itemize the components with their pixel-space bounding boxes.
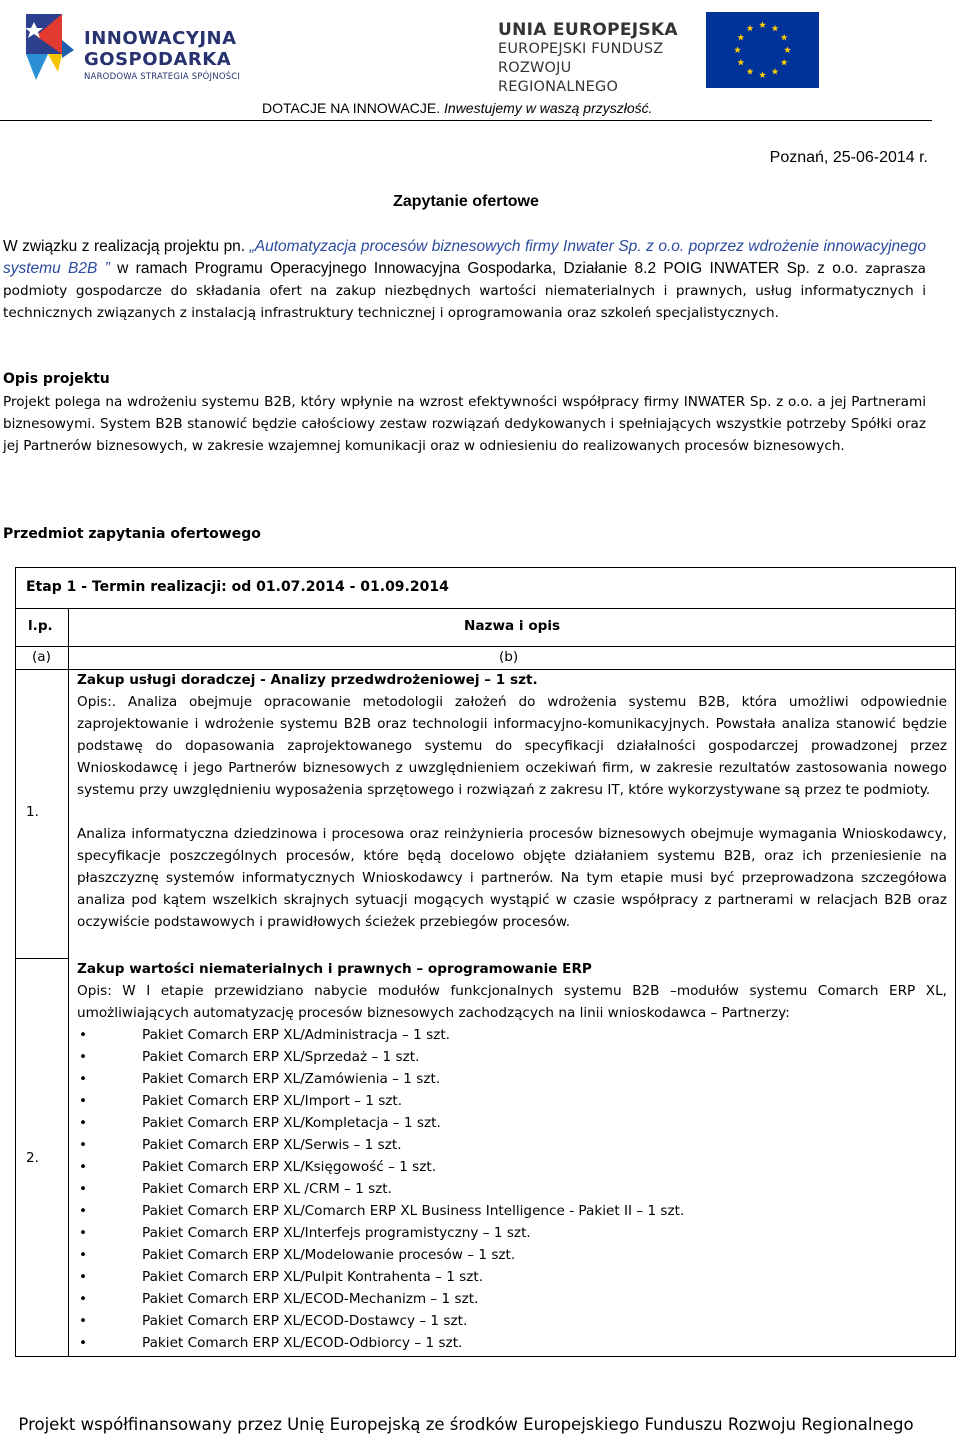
offer-table <box>15 567 956 1357</box>
row1-title: Zakup usługi doradczej - Analizy przedwdrożeniowej – 1 szt. <box>77 672 538 688</box>
row1-body <box>77 669 947 933</box>
column-divider <box>68 608 69 1356</box>
erp-module-item: • Pakiet Comarch ERP XL/ECOD-Mechanizm – 1 szt. <box>77 1288 947 1310</box>
header-divider <box>0 120 932 121</box>
header-name: Nazwa i opis <box>464 618 561 634</box>
erp-module-item: • Pakiet Comarch ERP XL/Serwis – 1 szt. <box>77 1134 947 1156</box>
erp-module-item: • Pakiet Comarch ERP XL/Księgowość – 1 szt. <box>77 1156 947 1178</box>
erp-module-item: • Pakiet Comarch ERP XL/Sprzedaż – 1 szt. <box>77 1046 947 1068</box>
erp-module-item: • Pakiet Comarch ERP XL /CRM – 1 szt. <box>77 1178 947 1200</box>
intro-part3: zaprasza podmioty gospodarcze do składania ofert na zakup niezbędnych wartości niematerialnych i prawnych, usług informatycznych i technicznych związanych z instalacją infrastruktury technicznej i oprogramowania oraz szkoleń specjalistycznych. <box>3 261 926 321</box>
opis-text: Projekt polega na wdrożeniu systemu B2B, który wpłynie na wzrost efektywności współpracy firmy INWATER Sp. z o.o. a jej Partnerami biznesowymi. System B2B stanowić będzie całościowy zestaw rozwiązań dedykowanych i spełniających wszystkie potrzeby Spółki oraz jej Partnerów biznesowych, w zakresie wzajemnej komunikacji oraz w odniesieniu do realizowanych procesów biznesowych. <box>3 394 926 454</box>
ig-logo-line3: NARODOWA STRATEGIA SPÓJNOŚCI <box>84 72 241 82</box>
tagline-italic: Inwestujemy w waszą przyszłość. <box>444 100 653 116</box>
subheader-a: (a) <box>32 649 51 665</box>
intro-project-name: „Automatyzacja procesów biznesowych firmy Inwater Sp. z o.o. poprzez wdrożenie innowacyjnego systemu B2B ” <box>3 238 926 277</box>
tagline-prefix: DOTACJE NA INNOWACJE. <box>262 100 441 116</box>
ue-logo-line2: EUROPEJSKI FUNDUSZ <box>498 41 664 57</box>
erp-module-item: • Pakiet Comarch ERP XL/Pulpit Kontrahenta – 1 szt. <box>77 1266 947 1288</box>
row2-lp: 2. <box>26 1150 39 1166</box>
erp-module-item: • Pakiet Comarch ERP XL/Import – 1 szt. <box>77 1090 947 1112</box>
row2-description: Opis: W I etapie przewidziano nabycie modułów funkcjonalnych systemu B2B –modułów systemu Comarch ERP XL, umożliwiających automatyzację procesów biznesowych zachodzących na linii wnioskodawca – Partnerzy: <box>77 983 947 1021</box>
intro-part2: w ramach Programu Operacyjnego Innowacyjna Gospodarka, Działanie 8.2 POIG INWATER Sp. z o.o. <box>109 260 859 277</box>
ue-logo-line1: UNIA EUROPEJSKA <box>498 20 678 40</box>
row1-lp: 1. <box>26 804 39 820</box>
row2-title: Zakup wartości niematerialnych i prawnych – oprogramowanie ERP <box>77 961 592 977</box>
opis-heading: Opis projektu <box>3 371 110 387</box>
ig-emblem-icon <box>22 10 82 88</box>
subheader-b: (b) <box>499 649 519 665</box>
intro-paragraph <box>3 236 926 324</box>
ig-logo-line2: GOSPODARKA <box>84 49 232 70</box>
erp-module-item: • Pakiet Comarch ERP XL/Modelowanie procesów – 1 szt. <box>77 1244 947 1266</box>
eu-flag-icon <box>706 12 819 88</box>
row2-body <box>77 958 947 1354</box>
city-date: Poznań, 25-06-2014 r. <box>769 149 928 166</box>
erp-module-item: • Pakiet Comarch ERP XL/Interfejs programistyczny – 1 szt. <box>77 1222 947 1244</box>
header-lp: l.p. <box>28 618 53 634</box>
ue-logo-line3: ROZWOJU REGIONALNEGO <box>498 60 619 95</box>
ue-logo-text <box>498 20 694 97</box>
stage-row <box>16 568 955 609</box>
erp-module-item: • Pakiet Comarch ERP XL/Administracja – 1 szt. <box>77 1024 947 1046</box>
tagline <box>262 100 653 116</box>
innowacyjna-gospodarka-logo <box>22 10 247 88</box>
page-footer: Projekt współfinansowany przez Unię Europejską ze środków Europejskiego Funduszu Rozwoju Regionalnego <box>18 1415 914 1434</box>
page-header <box>0 0 960 122</box>
erp-module-item: • Pakiet Comarch ERP XL/ECOD-Odbiorcy – 1 szt. <box>77 1332 947 1354</box>
row1-description: Opis:. Analiza obejmuje opracowanie metodologii założeń do wdrożenia systemu B2B, która umożliwi odpowiednie zaprojektowanie i wdrożenie systemu B2B oraz technologii informacyjno-komunikacyjnych. Powstała analiza stanowić będzie podstawę do dopasowania zaprojektowanego systemu do specyfikacji działalności gospodarczej prowadzonej przez Wnioskodawcę i jego Partnerów biznesowych z uwzględnieniem oczekiwań firm, w zakresie rezultatów zastosowania nowego systemu przy uwzględnieniu wyposażenia sprzętowego i rozwiązań z zakresu IT, które wykorzystywane są przez te podmioty. <box>77 694 947 798</box>
document-title: Zapytanie ofertowe <box>393 193 539 210</box>
ig-logo-line1: INNOWACYJNA <box>84 28 237 49</box>
erp-module-item: • Pakiet Comarch ERP XL/ECOD-Dostawcy – 1 szt. <box>77 1310 947 1332</box>
erp-module-item: • Pakiet Comarch ERP XL/Zamówienia – 1 szt. <box>77 1068 947 1090</box>
row1-description-2: Analiza informatyczna dziedzinowa i procesowa oraz reinżynieria procesów biznesowych obejmuje wymagania Wnioskodawcy, specyfikacje poszczególnych procesów, które będą docelowo objęte działaniem systemu B2B, oraz ich przeniesienie na płaszczyznę systemów informatycznych Wnioskodawcy i partnerów. Na tym etapie musi być przeprowadzona szczegółowa analiza pod kątem wszelkich skrajnych sytuacji mogących wystąpić w czasie współpracy z partnerami w relacjach B2B oraz oczywiście podstawowych i prawidłowych ścieżek przebiegów procesów. <box>77 826 947 930</box>
stage-label: Etap 1 - Termin realizacji: od 01.07.2014 - 01.09.2014 <box>26 579 449 595</box>
row1-lp-divider <box>16 958 68 959</box>
erp-module-item: • Pakiet Comarch ERP XL/Kompletacja – 1 szt. <box>77 1112 947 1134</box>
erp-module-item: • Pakiet Comarch ERP XL/Comarch ERP XL Business Intelligence - Pakiet II – 1 szt. <box>77 1200 947 1222</box>
header-divider-line <box>16 646 955 647</box>
przedmiot-heading: Przedmiot zapytania ofertowego <box>3 526 261 542</box>
intro-part1: W związku z realizacją projektu pn. <box>3 238 250 255</box>
erp-module-list <box>77 1024 947 1354</box>
